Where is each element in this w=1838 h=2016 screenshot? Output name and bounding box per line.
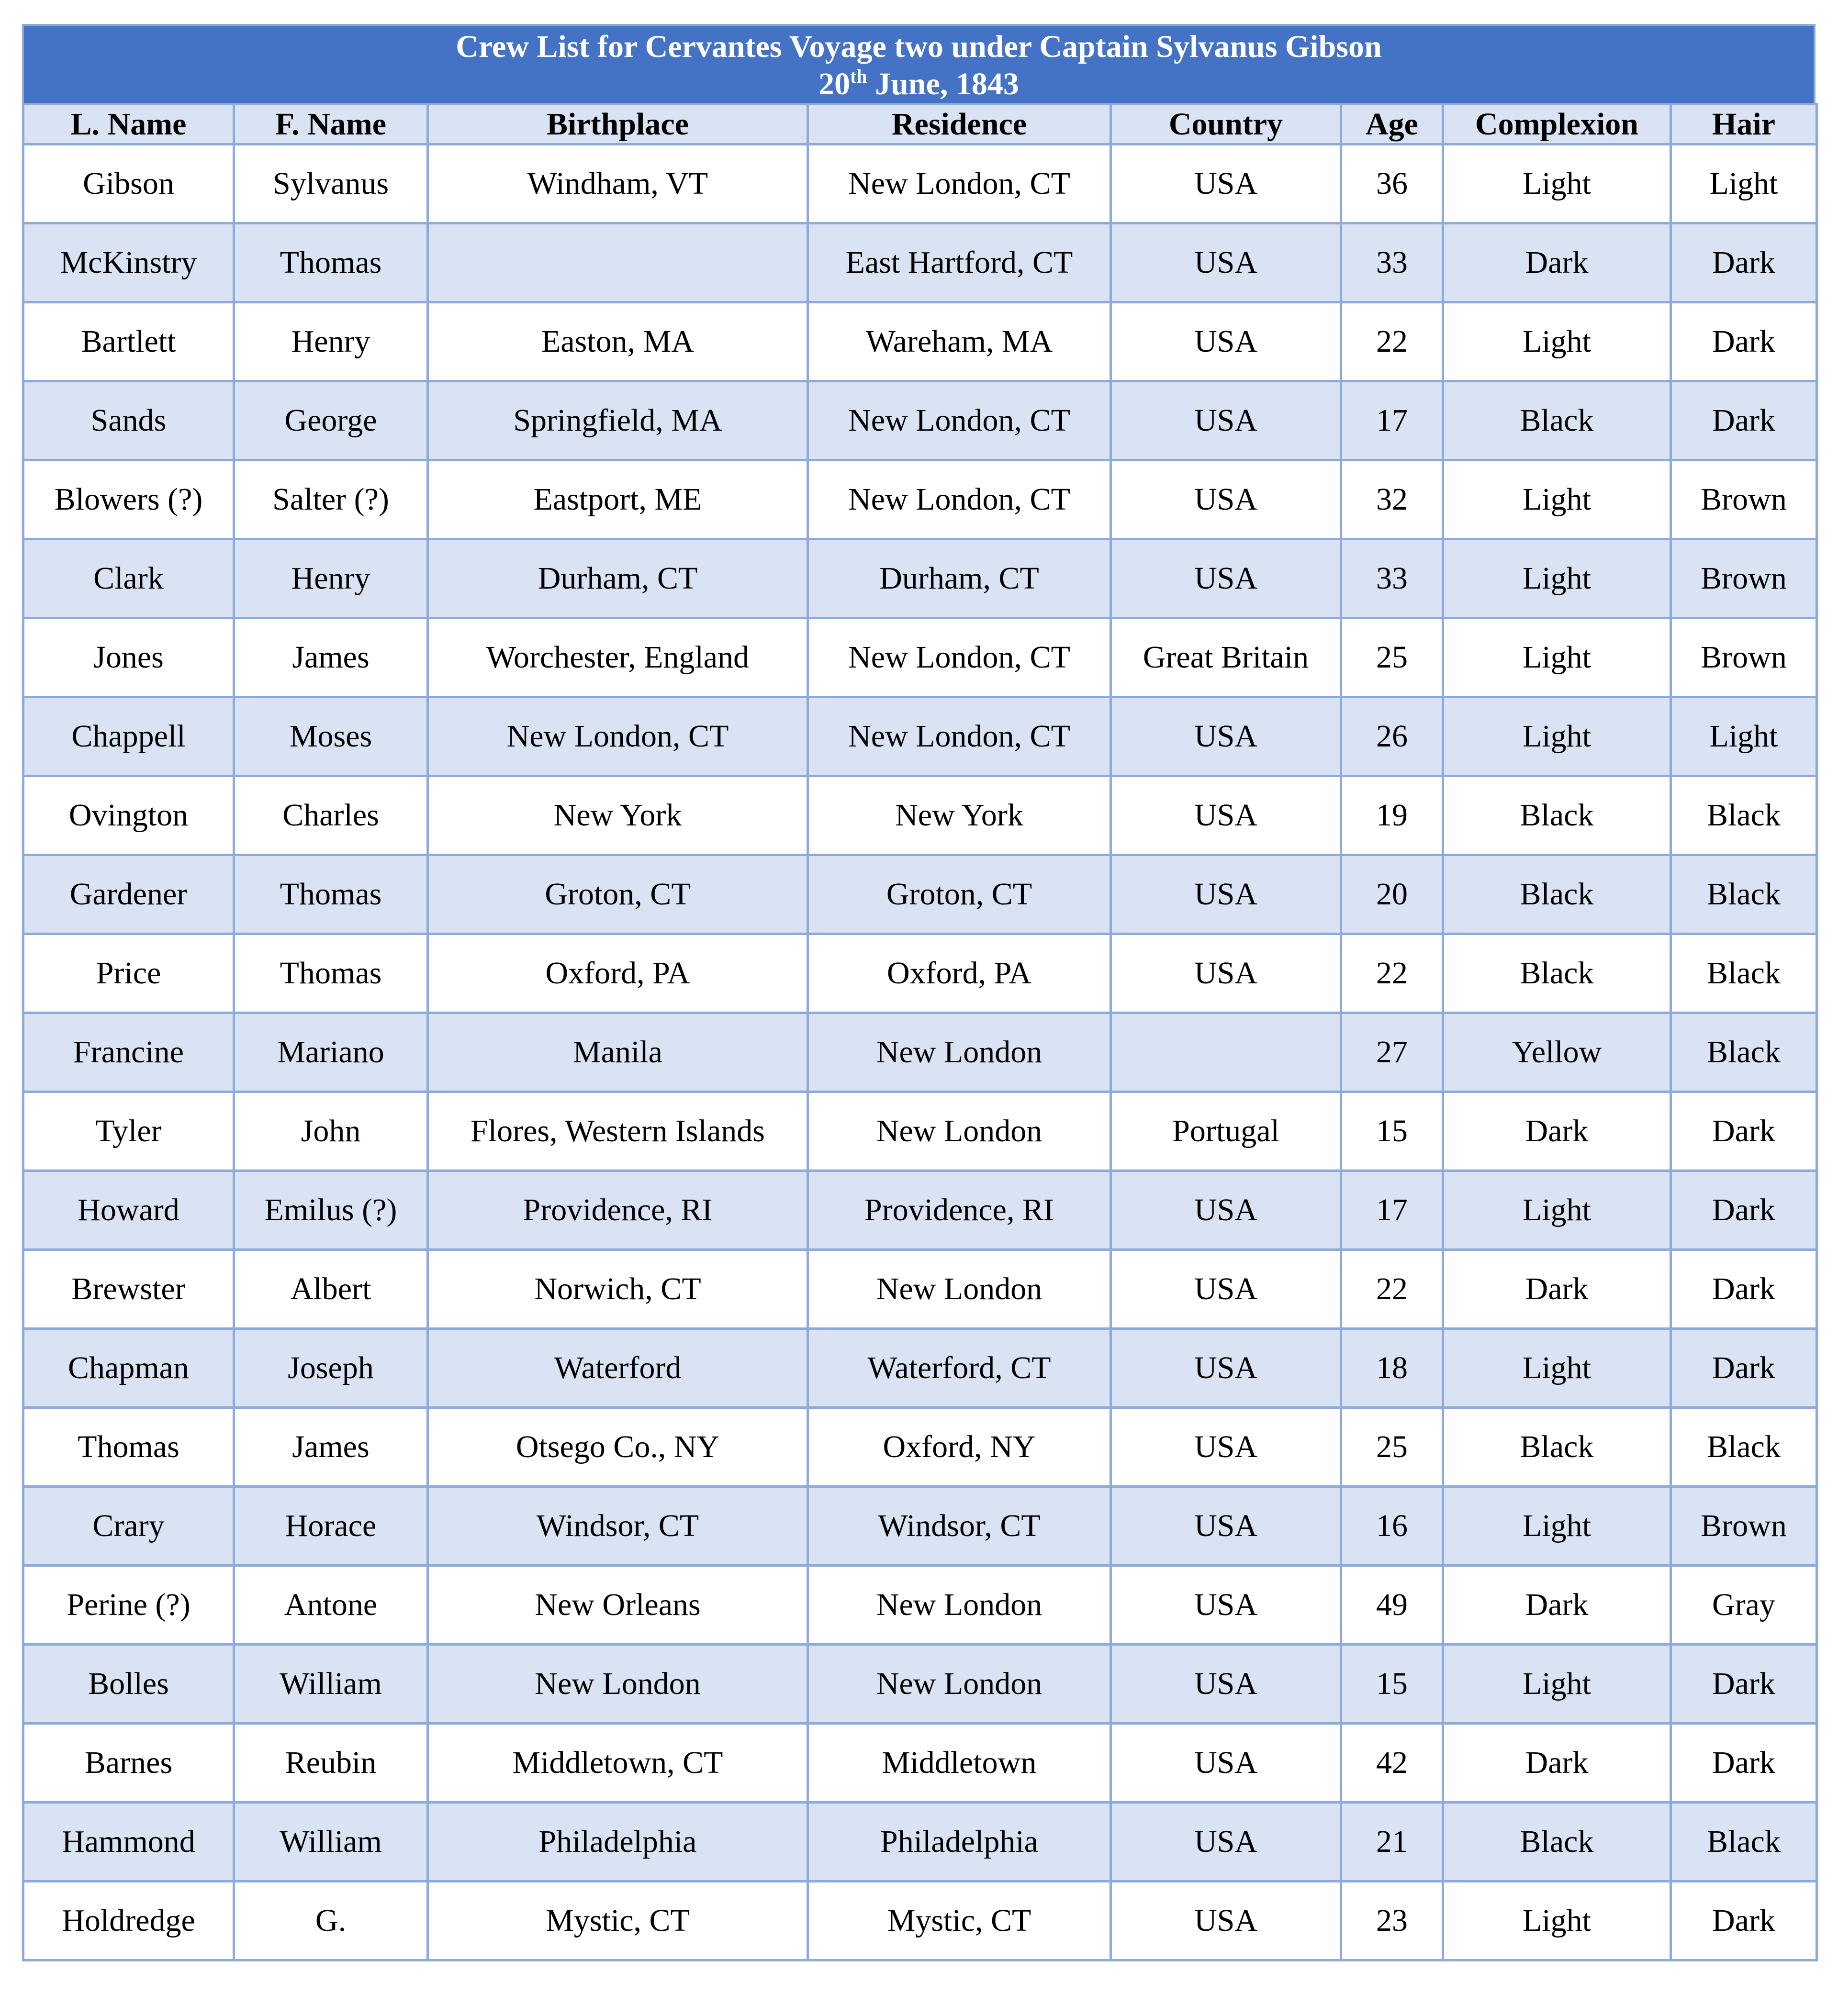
cell-residence: New London, CT: [808, 381, 1111, 460]
cell-complexion: Light: [1443, 539, 1671, 618]
cell-birthplace: Easton, MA: [428, 302, 808, 381]
cell-birthplace: Flores, Western Islands: [428, 1092, 808, 1171]
cell-hair: Black: [1671, 776, 1817, 855]
cell-first-name: James: [234, 1408, 428, 1487]
cell-residence: Windsor, CT: [808, 1487, 1111, 1566]
crew-table: [22, 103, 1818, 1961]
cell-complexion: Dark: [1443, 223, 1671, 302]
date-month-year: June, 1843: [867, 67, 1019, 101]
crew-table-body: [23, 145, 1817, 1960]
cell-country: USA: [1111, 1882, 1341, 1960]
cell-first-name: Mariano: [234, 1013, 428, 1092]
table-row: [23, 1645, 1817, 1724]
cell-age: 25: [1341, 1408, 1443, 1487]
table-row: [23, 381, 1817, 460]
cell-country: USA: [1111, 381, 1341, 460]
cell-last-name: Blowers (?): [23, 460, 234, 539]
cell-complexion: Light: [1443, 618, 1671, 697]
table-row: [23, 145, 1817, 223]
cell-country: USA: [1111, 1329, 1341, 1408]
cell-first-name: Antone: [234, 1566, 428, 1645]
cell-last-name: Ovington: [23, 776, 234, 855]
cell-last-name: Holdredge: [23, 1882, 234, 1960]
cell-residence: New London, CT: [808, 618, 1111, 697]
header-birthplace: Birthplace: [428, 104, 808, 145]
cell-age: 33: [1341, 223, 1443, 302]
cell-hair: Light: [1671, 697, 1817, 776]
cell-complexion: Light: [1443, 302, 1671, 381]
cell-first-name: Henry: [234, 302, 428, 381]
cell-country: USA: [1111, 1803, 1341, 1882]
cell-first-name: John: [234, 1092, 428, 1171]
cell-complexion: Black: [1443, 776, 1671, 855]
cell-birthplace: Mystic, CT: [428, 1882, 808, 1960]
cell-age: 17: [1341, 1171, 1443, 1250]
table-row: [23, 1329, 1817, 1408]
cell-complexion: Light: [1443, 460, 1671, 539]
cell-residence: Wareham, MA: [808, 302, 1111, 381]
table-row: [23, 1250, 1817, 1329]
cell-residence: New London: [808, 1566, 1111, 1645]
table-row: [23, 1013, 1817, 1092]
cell-residence: New York: [808, 776, 1111, 855]
cell-hair: Brown: [1671, 618, 1817, 697]
cell-country: USA: [1111, 1645, 1341, 1724]
cell-residence: Middletown: [808, 1724, 1111, 1803]
cell-residence: East Hartford, CT: [808, 223, 1111, 302]
cell-residence: New London: [808, 1013, 1111, 1092]
cell-birthplace: Durham, CT: [428, 539, 808, 618]
cell-residence: Oxford, PA: [808, 934, 1111, 1013]
cell-hair: Light: [1671, 145, 1817, 223]
cell-residence: New London: [808, 1645, 1111, 1724]
header-residence: Residence: [808, 104, 1111, 145]
cell-age: 22: [1341, 302, 1443, 381]
cell-first-name: Reubin: [234, 1724, 428, 1803]
cell-first-name: Joseph: [234, 1329, 428, 1408]
cell-birthplace: Waterford: [428, 1329, 808, 1408]
cell-last-name: Jones: [23, 618, 234, 697]
cell-complexion: Black: [1443, 934, 1671, 1013]
crew-list-sheet: [22, 24, 1816, 1961]
cell-hair: Black: [1671, 855, 1817, 934]
cell-complexion: Light: [1443, 145, 1671, 223]
cell-country: [1111, 1013, 1341, 1092]
cell-hair: Black: [1671, 934, 1817, 1013]
cell-complexion: Yellow: [1443, 1013, 1671, 1092]
cell-hair: Dark: [1671, 223, 1817, 302]
cell-complexion: Black: [1443, 1803, 1671, 1882]
table-row: [23, 1092, 1817, 1171]
table-row: [23, 697, 1817, 776]
cell-complexion: Light: [1443, 1329, 1671, 1408]
cell-first-name: Horace: [234, 1487, 428, 1566]
cell-birthplace: Eastport, ME: [428, 460, 808, 539]
cell-complexion: Dark: [1443, 1092, 1671, 1171]
cell-birthplace: Otsego Co., NY: [428, 1408, 808, 1487]
cell-country: USA: [1111, 1171, 1341, 1250]
cell-age: 49: [1341, 1566, 1443, 1645]
cell-first-name: Henry: [234, 539, 428, 618]
table-row: [23, 539, 1817, 618]
cell-last-name: Perine (?): [23, 1566, 234, 1645]
cell-complexion: Light: [1443, 1882, 1671, 1960]
cell-age: 26: [1341, 697, 1443, 776]
cell-residence: New London: [808, 1092, 1111, 1171]
cell-birthplace: Manila: [428, 1013, 808, 1092]
cell-country: USA: [1111, 776, 1341, 855]
cell-complexion: Light: [1443, 1171, 1671, 1250]
cell-country: USA: [1111, 1250, 1341, 1329]
table-row: [23, 1171, 1817, 1250]
table-row: [23, 1724, 1817, 1803]
cell-age: 19: [1341, 776, 1443, 855]
table-row: [23, 934, 1817, 1013]
cell-first-name: Charles: [234, 776, 428, 855]
cell-residence: New London: [808, 1250, 1111, 1329]
cell-country: Great Britain: [1111, 618, 1341, 697]
header-country: Country: [1111, 104, 1341, 145]
cell-birthplace: Springfield, MA: [428, 381, 808, 460]
cell-residence: Groton, CT: [808, 855, 1111, 934]
table-row: [23, 1882, 1817, 1960]
cell-residence: Waterford, CT: [808, 1329, 1111, 1408]
cell-last-name: Chappell: [23, 697, 234, 776]
cell-birthplace: Middletown, CT: [428, 1724, 808, 1803]
cell-first-name: Emilus (?): [234, 1171, 428, 1250]
cell-birthplace: New London, CT: [428, 697, 808, 776]
cell-birthplace: Windham, VT: [428, 145, 808, 223]
cell-age: 22: [1341, 934, 1443, 1013]
cell-complexion: Dark: [1443, 1250, 1671, 1329]
cell-hair: Black: [1671, 1013, 1817, 1092]
cell-complexion: Light: [1443, 697, 1671, 776]
cell-complexion: Black: [1443, 855, 1671, 934]
cell-complexion: Light: [1443, 1645, 1671, 1724]
header-row: [23, 104, 1817, 145]
cell-complexion: Black: [1443, 381, 1671, 460]
table-row: [23, 1408, 1817, 1487]
table-row: [23, 460, 1817, 539]
cell-age: 16: [1341, 1487, 1443, 1566]
cell-hair: Dark: [1671, 1329, 1817, 1408]
cell-last-name: Hammond: [23, 1803, 234, 1882]
cell-country: USA: [1111, 934, 1341, 1013]
cell-last-name: Crary: [23, 1487, 234, 1566]
cell-complexion: Black: [1443, 1408, 1671, 1487]
cell-last-name: Brewster: [23, 1250, 234, 1329]
cell-country: USA: [1111, 697, 1341, 776]
cell-last-name: McKinstry: [23, 223, 234, 302]
cell-birthplace: Windsor, CT: [428, 1487, 808, 1566]
cell-residence: New London, CT: [808, 145, 1111, 223]
header-first-name: F. Name: [234, 104, 428, 145]
cell-hair: Dark: [1671, 1882, 1817, 1960]
cell-age: 32: [1341, 460, 1443, 539]
cell-hair: Dark: [1671, 302, 1817, 381]
cell-first-name: Salter (?): [234, 460, 428, 539]
table-row: [23, 855, 1817, 934]
cell-hair: Brown: [1671, 1487, 1817, 1566]
cell-age: 42: [1341, 1724, 1443, 1803]
cell-hair: Dark: [1671, 1092, 1817, 1171]
table-title: Crew List for Cervantes Voyage two under Captain Sylvanus Gibson: [456, 29, 1382, 64]
table-date: [24, 66, 1814, 102]
cell-last-name: Francine: [23, 1013, 234, 1092]
cell-age: 20: [1341, 855, 1443, 934]
cell-country: USA: [1111, 539, 1341, 618]
cell-age: 25: [1341, 618, 1443, 697]
cell-country: USA: [1111, 302, 1341, 381]
cell-country: USA: [1111, 460, 1341, 539]
cell-age: 33: [1341, 539, 1443, 618]
cell-country: USA: [1111, 223, 1341, 302]
table-row: [23, 618, 1817, 697]
cell-country: USA: [1111, 1408, 1341, 1487]
cell-birthplace: Norwich, CT: [428, 1250, 808, 1329]
cell-first-name: James: [234, 618, 428, 697]
cell-age: 18: [1341, 1329, 1443, 1408]
cell-hair: Black: [1671, 1408, 1817, 1487]
cell-residence: Providence, RI: [808, 1171, 1111, 1250]
header-hair: Hair: [1671, 104, 1817, 145]
cell-age: 17: [1341, 381, 1443, 460]
cell-hair: Black: [1671, 1803, 1817, 1882]
cell-age: 23: [1341, 1882, 1443, 1960]
cell-birthplace: Philadelphia: [428, 1803, 808, 1882]
table-title-banner: [22, 24, 1816, 103]
cell-last-name: Bartlett: [23, 302, 234, 381]
cell-hair: Dark: [1671, 1250, 1817, 1329]
cell-first-name: William: [234, 1803, 428, 1882]
cell-last-name: Clark: [23, 539, 234, 618]
cell-first-name: Thomas: [234, 855, 428, 934]
cell-birthplace: [428, 223, 808, 302]
cell-residence: Philadelphia: [808, 1803, 1111, 1882]
cell-first-name: Albert: [234, 1250, 428, 1329]
cell-last-name: Thomas: [23, 1408, 234, 1487]
cell-first-name: Thomas: [234, 934, 428, 1013]
cell-residence: New London, CT: [808, 460, 1111, 539]
cell-birthplace: New London: [428, 1645, 808, 1724]
table-row: [23, 223, 1817, 302]
cell-hair: Dark: [1671, 381, 1817, 460]
table-row: [23, 1803, 1817, 1882]
cell-country: USA: [1111, 855, 1341, 934]
cell-first-name: George: [234, 381, 428, 460]
header-age: Age: [1341, 104, 1443, 145]
cell-age: 27: [1341, 1013, 1443, 1092]
cell-hair: Brown: [1671, 460, 1817, 539]
cell-birthplace: New Orleans: [428, 1566, 808, 1645]
cell-first-name: Sylvanus: [234, 145, 428, 223]
cell-age: 21: [1341, 1803, 1443, 1882]
cell-hair: Dark: [1671, 1171, 1817, 1250]
cell-country: USA: [1111, 1566, 1341, 1645]
cell-complexion: Dark: [1443, 1724, 1671, 1803]
table-row: [23, 1487, 1817, 1566]
cell-age: 22: [1341, 1250, 1443, 1329]
cell-age: 15: [1341, 1092, 1443, 1171]
header-last-name: L. Name: [23, 104, 234, 145]
cell-residence: New London, CT: [808, 697, 1111, 776]
cell-first-name: Moses: [234, 697, 428, 776]
cell-hair: Gray: [1671, 1566, 1817, 1645]
cell-first-name: William: [234, 1645, 428, 1724]
cell-first-name: G.: [234, 1882, 428, 1960]
cell-country: USA: [1111, 1487, 1341, 1566]
cell-first-name: Thomas: [234, 223, 428, 302]
cell-country: USA: [1111, 145, 1341, 223]
cell-birthplace: New York: [428, 776, 808, 855]
cell-last-name: Bolles: [23, 1645, 234, 1724]
cell-last-name: Chapman: [23, 1329, 234, 1408]
date-day: 20: [818, 67, 851, 101]
cell-residence: Oxford, NY: [808, 1408, 1111, 1487]
cell-last-name: Sands: [23, 381, 234, 460]
cell-hair: Dark: [1671, 1724, 1817, 1803]
cell-residence: Mystic, CT: [808, 1882, 1111, 1960]
cell-last-name: Gibson: [23, 145, 234, 223]
table-row: [23, 1566, 1817, 1645]
cell-country: USA: [1111, 1724, 1341, 1803]
cell-birthplace: Providence, RI: [428, 1171, 808, 1250]
cell-hair: Brown: [1671, 539, 1817, 618]
cell-last-name: Price: [23, 934, 234, 1013]
cell-age: 36: [1341, 145, 1443, 223]
table-row: [23, 776, 1817, 855]
cell-birthplace: Oxford, PA: [428, 934, 808, 1013]
cell-residence: Durham, CT: [808, 539, 1111, 618]
table-row: [23, 302, 1817, 381]
cell-age: 15: [1341, 1645, 1443, 1724]
cell-last-name: Howard: [23, 1171, 234, 1250]
cell-hair: Dark: [1671, 1645, 1817, 1724]
cell-last-name: Gardener: [23, 855, 234, 934]
cell-complexion: Light: [1443, 1487, 1671, 1566]
cell-last-name: Barnes: [23, 1724, 234, 1803]
cell-birthplace: Groton, CT: [428, 855, 808, 934]
header-complexion: Complexion: [1443, 104, 1671, 145]
cell-last-name: Tyler: [23, 1092, 234, 1171]
date-ordinal-suffix: th: [850, 66, 867, 87]
cell-complexion: Dark: [1443, 1566, 1671, 1645]
cell-birthplace: Worchester, England: [428, 618, 808, 697]
cell-country: Portugal: [1111, 1092, 1341, 1171]
